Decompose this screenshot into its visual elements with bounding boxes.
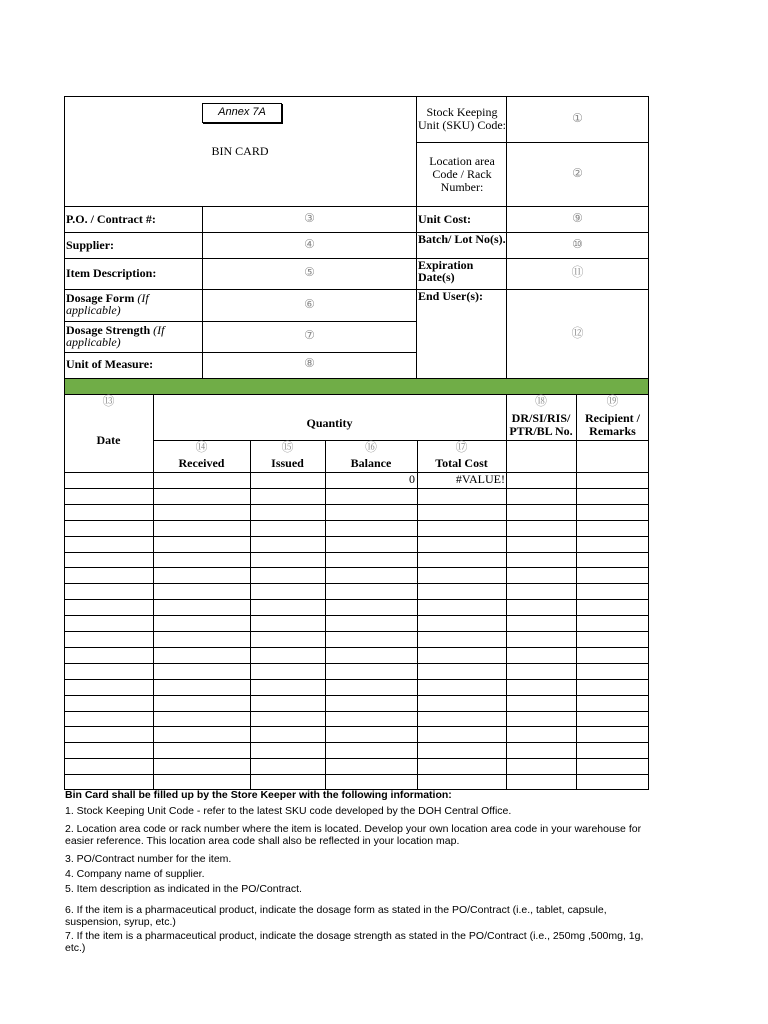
dosage-strength-note: (If applicable) <box>66 323 165 349</box>
table-row <box>64 536 649 537</box>
dosage-strength-label <box>66 324 206 348</box>
date-marker: ⑬ <box>102 394 115 408</box>
note-item-6: 6. If the item is a pharmaceutical product, indicate the dosage form as stated in the PO/Contract (i.e., tablet, capsule, suspension, syrup, etc.) <box>65 904 607 928</box>
section-divider-bar <box>64 379 649 394</box>
table-row <box>64 599 649 600</box>
batch-lot-label: Batch/ Lot No(s). <box>418 232 506 246</box>
table-row <box>64 695 649 696</box>
received-marker: ⑭ <box>195 440 208 454</box>
issued-marker: ⑮ <box>281 440 294 454</box>
po-contract-label: P.O. / Contract #: <box>66 212 156 226</box>
note-item-5: 5. Item description as indicated in the PO/Contract. <box>65 883 302 895</box>
table-row <box>64 679 649 680</box>
unit-cost-marker: ⑨ <box>572 211 583 225</box>
total-cost-marker: ⑰ <box>455 440 468 454</box>
quantity-header: Quantity <box>306 416 353 430</box>
expiration-date-marker: ⑪ <box>571 265 584 279</box>
table-row <box>64 647 649 648</box>
table-row <box>64 552 649 553</box>
balance-marker: ⑯ <box>364 440 377 454</box>
supplier-marker: ④ <box>304 237 315 251</box>
recipient-header: Recipient / Remarks <box>585 411 640 438</box>
first-row-total-cost: #VALUE! <box>455 472 505 486</box>
table-row <box>64 504 649 505</box>
table-row <box>64 663 649 664</box>
unit-of-measure-marker: ⑧ <box>304 356 315 370</box>
unit-of-measure-label: Unit of Measure: <box>66 357 154 371</box>
table-row <box>64 742 649 743</box>
location-code-label: Location area Code / Rack Number: <box>429 154 495 194</box>
note-item-2: 2. Location area code or rack number where the item is located. Develop your own location area code in your warehouse for easier reference. This location area code shall also be reflected in your location map. <box>65 823 642 847</box>
unit-cost-label: Unit Cost: <box>418 212 471 226</box>
dosage-form-note: (If applicable) <box>66 291 149 317</box>
table-row <box>64 567 649 568</box>
issued-header: Issued <box>271 456 304 470</box>
page-title: BIN CARD <box>211 144 269 158</box>
sku-code-marker: ① <box>572 111 583 125</box>
batch-lot-marker: ⑩ <box>572 237 583 251</box>
note-item-3: 3. PO/Contract number for the item. <box>65 853 232 865</box>
total-cost-header: Total Cost <box>435 456 488 470</box>
received-header: Received <box>178 456 225 470</box>
table-row <box>64 726 649 727</box>
dr-no-header: DR/SI/RIS/ PTR/BL No. <box>509 411 573 438</box>
dosage-form-text: Dosage Form <box>66 291 135 305</box>
table-row <box>64 711 649 712</box>
table-row <box>64 774 649 775</box>
table-row <box>64 520 649 521</box>
date-header: Date <box>96 433 121 447</box>
note-item-1: 1. Stock Keeping Unit Code - refer to the latest SKU code developed by the DOH Central Office. <box>65 805 512 817</box>
location-code-marker: ② <box>572 166 583 180</box>
dosage-strength-text: Dosage Strength <box>66 323 151 337</box>
table-row <box>64 583 649 584</box>
recipient-marker: ⑲ <box>606 394 619 408</box>
notes-heading: Bin Card shall be filled up by the Store Keeper with the following information: <box>65 789 452 801</box>
table-row <box>64 631 649 632</box>
annex-label: Annex 7A <box>202 103 282 123</box>
table-row <box>64 615 649 616</box>
sku-code-label: Stock Keeping Unit (SKU) Code: <box>418 105 506 132</box>
first-row-balance: 0 <box>409 472 415 486</box>
expiration-date-label: Expiration Date(s) <box>418 258 474 284</box>
note-item-4: 4. Company name of supplier. <box>65 868 205 880</box>
table-row <box>64 758 649 759</box>
supplier-label: Supplier: <box>66 238 115 252</box>
note-item-7: 7. If the item is a pharmaceutical product, indicate the dosage strength as stated in the PO/Contract (i.e., 250mg ,500mg, 1g, etc.) <box>65 930 644 954</box>
dosage-form-label <box>66 292 201 316</box>
table-row <box>64 488 649 489</box>
end-user-marker: ⑫ <box>571 326 584 340</box>
dosage-form-marker: ⑥ <box>304 297 315 311</box>
item-description-marker: ⑤ <box>304 265 315 279</box>
po-contract-marker: ③ <box>304 211 315 225</box>
balance-header: Balance <box>350 456 392 470</box>
dr-no-marker: ⑱ <box>534 394 547 408</box>
end-user-label: End User(s): <box>418 289 483 303</box>
dosage-strength-marker: ⑦ <box>304 328 315 342</box>
item-description-label: Item Description: <box>66 266 157 280</box>
